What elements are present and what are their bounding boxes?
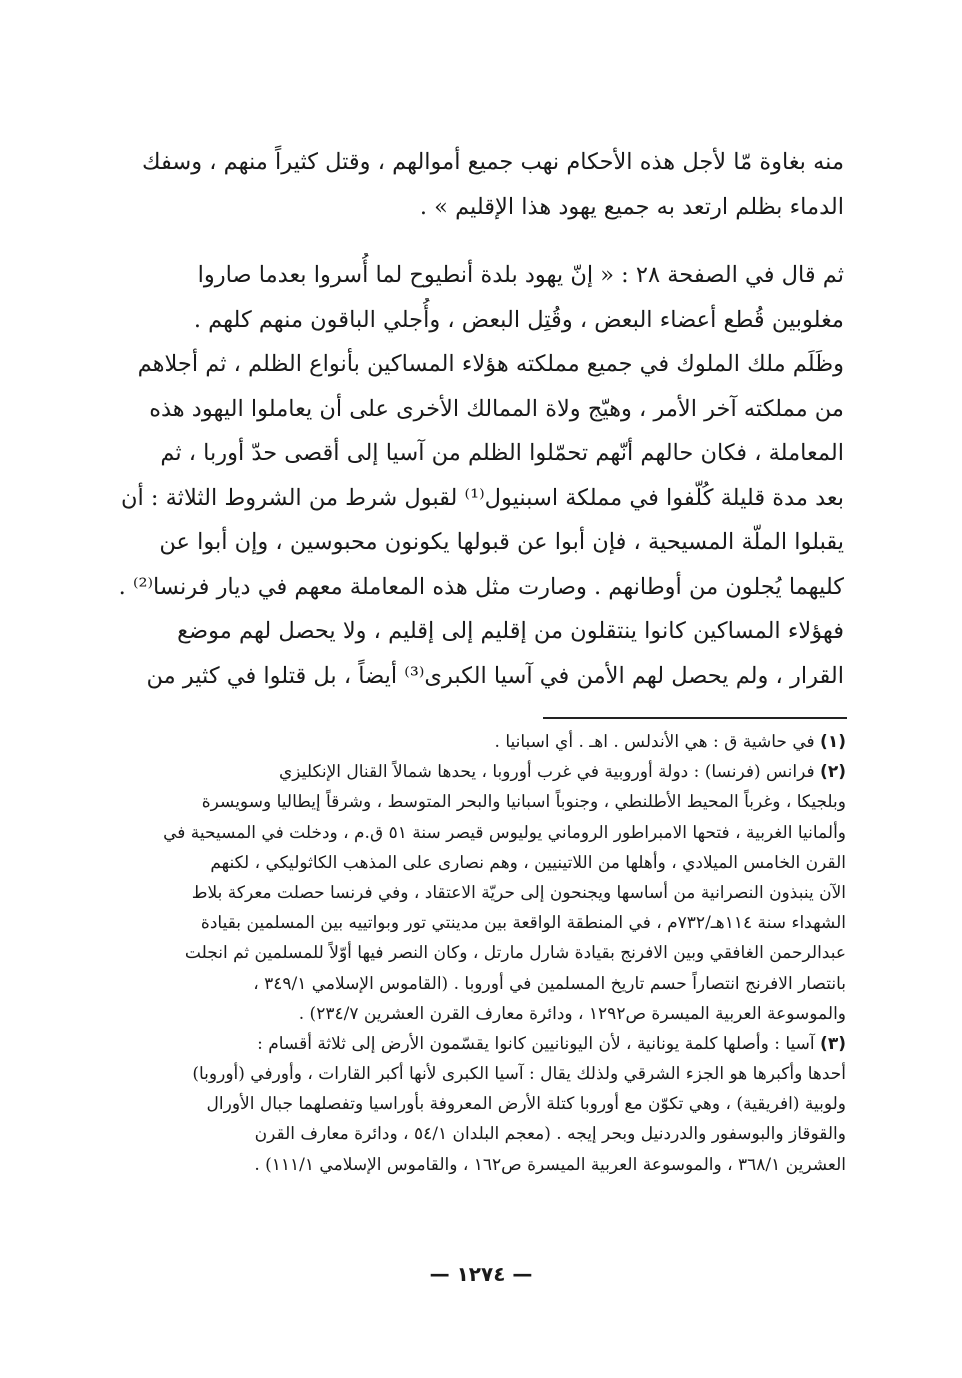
text-line: القرار ، ولم يحصل لهم الأمن في آسيا الكبرى⁽³⁾ أيضاً ، بل قتلوا في كثير من — [146, 662, 844, 689]
text-line: مغلوبين قُطع أعضاء البعض ، وقُتِل البعض ، وأُجلي الباقون منهم كلهم . — [193, 306, 844, 333]
text-line: من مملكته آخر الأمر ، وهيّج ولاة الممالك الأخرى على أن يعاملوا اليهود هذه — [149, 395, 844, 422]
main-text — [118, 140, 844, 698]
footnotes — [118, 727, 846, 1180]
footnote-line — [118, 727, 846, 757]
footnote-3 — [118, 1029, 846, 1180]
text-line: يقبلوا الملّة المسيحية ، فإن أبوا عن قبولها يكونون محبوسين ، وإن أبوا عن — [159, 529, 844, 555]
paragraph-1 — [118, 140, 844, 229]
footnote-line: الآن ينبذون النصرانية من أساسها ويجنحون إلى حريّة الاعتقاد ، وفي فرنسا حصلت معركة بلاط — [191, 882, 846, 903]
text-line: الدماء بظلم ارتعد به جميع يهود هذا الإقليم » . — [419, 193, 844, 220]
footnote-line — [118, 757, 846, 787]
footnote-divider — [543, 717, 847, 719]
footnote-line: العشرين ٣٦٨/١ ، والموسوعة العربية الميسرة ص١٦٢ ، والقاموس الإسلامي ١١١/١) . — [254, 1154, 846, 1175]
footnote-line: القرن الخامس الميلادي ، وأهلها من اللاتينيين ، وهم نصارى على المذهب الكاثوليكي ، لكنهم — [210, 852, 846, 873]
text-line: وظَلَم ملك الملوك في جميع مملكته هؤلاء المساكين بأنواع الظلم ، ثم أجلاهم — [137, 351, 844, 377]
footnote-line: أحدها وأكبرها هو الجزء الشرقي ولذلك يقال : آسيا الكبرى لأنها أكبر القارات ، وأورفي (أوروبا) — [192, 1064, 846, 1085]
footnote-text: آسيا : وأصلها كلمة يونانية ، لأن اليونانيين كانوا يقسّمون الأرض إلى ثلاثة أقسام : — [257, 1033, 821, 1054]
footnote-number: (١) — [820, 732, 846, 752]
footnote-line: وبلجيكا ، وغرباً المحيط الأطلنطي ، وجنوباً اسبانيا والبحر المتوسط ، وشرقاً إيطاليا وسويسرة — [201, 792, 846, 813]
footnote-line: الشهداء سنة ١١٤هـ/٧٣٢م ، في المنطقة الواقعة بين مدينتي تور وبواتييه بين المسلمين بقيادة — [200, 913, 846, 934]
footnote-line: والقوقاز والبوسفور والدردنيل وبحر إيجه . (معجم البلدان ٥٤/١ ، ودائرة معارف القرن — [254, 1124, 846, 1145]
text-line: ثم قال في الصفحة ٢٨ : « إنّ يهود بلدة أنطيوح لما أُسروا بعدما صاروا — [197, 262, 844, 288]
footnote-line: وألمانيا الغربية ، فتحها الامبراطور الروماني يوليوس قيصر سنة ٥١ ق.م ، ودخلت في المسيحية في — [163, 822, 846, 843]
footnote-2 — [118, 757, 846, 1029]
footnote-line: والموسوعة العربية الميسرة ص١٢٩٢ ، ودائرة معارف القرن العشرين ٢٣٤/٧) . — [298, 1003, 846, 1024]
text-line: فهؤلاء المساكين كانوا ينتقلون من إقليم إلى إقليم ، ولا يحصل لهم موضع — [177, 618, 844, 644]
footnote-line: بانتصار الافرنج انتصاراً حسم تاريخ المسلمين في أوروبا . (القاموس الإسلامي ٣٤٩/١ ، — [253, 973, 846, 994]
footnote-line: ولوبية (افريقية) ، وهي تكوّن مع أوروبا كتلة الأرض المعروفة بأوراسيا وتفصلهما جبال الأورال — [206, 1094, 846, 1115]
footnote-text: فرانس (فرنسا) : دولة أوروبية في غرب أوروبا ، يحدها شمالاً القنال الإنكليزي — [279, 762, 821, 783]
text-line: المعاملة ، فكان حالهم أنّهم تحمّلوا الظلم من آسيا إلى أقصى حدّ أوربا ، ثم — [160, 440, 844, 466]
footnote-line: عبدالرحمن الغافقي وبين الافرنج بقيادة شارل مارتل ، وكان النصر فيها أوّلاً للمسلمين ثم انجلت — [184, 943, 846, 964]
footnote-number: (٢) — [820, 762, 846, 783]
page-number: — ١٢٧٤ — — [429, 1262, 533, 1286]
text-line: كليهما يُجلون من أوطانهم . وصارت مثل هذه المعاملة معهم في ديار فرنسا⁽²⁾ . — [118, 573, 844, 600]
text-line: بعد مدة قليلة كُلّفوا في مملكة اسبنيول⁽¹⁾ لقبول شرط من الشروط الثلاثة : أن — [120, 484, 844, 511]
text-line: منه بغاوة مّا لأجل هذه الأحكام نهب جميع أموالهم ، وقتل كثيراً منهم ، وسفك — [142, 149, 844, 175]
footnote-text: في حاشية ق : هي الأندلس . اهـ . أي اسبانيا . — [494, 732, 821, 752]
footnote-line — [118, 1029, 846, 1059]
paragraph-2 — [118, 253, 844, 698]
footnote-1 — [118, 727, 846, 757]
footnote-number: (٣) — [820, 1033, 846, 1054]
